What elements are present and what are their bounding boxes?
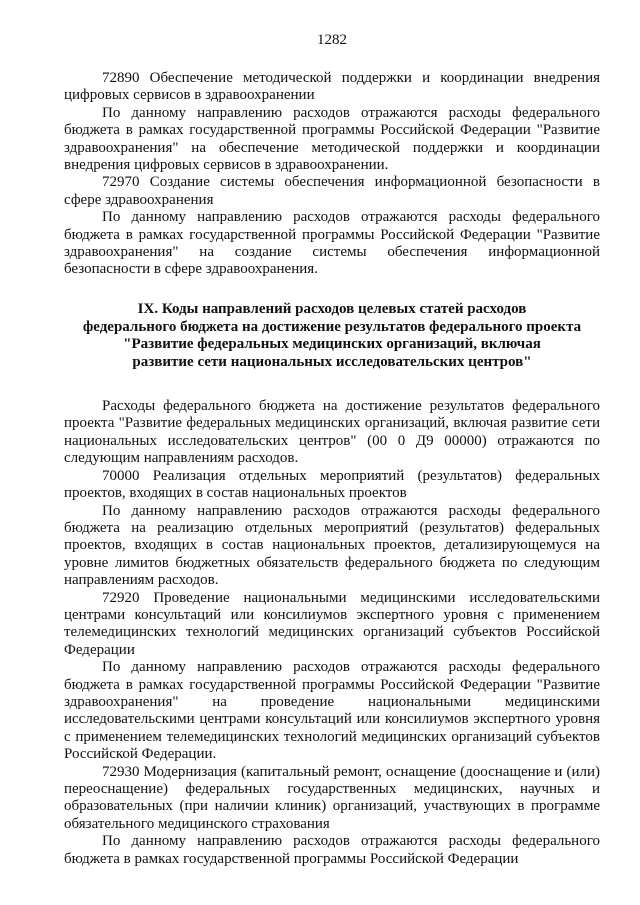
paragraph-72930-title: 72930 Модернизация (капитальный ремонт, оснащение (дооснащение и (или) переоснащение) федеральных государственных медицинских, научных и образовательных (при наличии клиник) организаций, участвующих в программе обязательного медицинского страхования <box>64 763 600 832</box>
section-heading-line: IX. Коды направлений расходов целевых статей расходов <box>137 300 527 317</box>
section-heading-line: "Развитие федеральных медицинских организаций, включая <box>123 336 541 353</box>
page-number: 1282 <box>317 32 347 48</box>
paragraph-72970-title: 72970 Создание системы обеспечения информационной безопасности в сфере здравоохранения <box>64 174 600 208</box>
paragraph-72890-title: 72890 Обеспечение методической поддержки и координации внедрения цифровых сервисов в здравоохранении <box>64 70 600 104</box>
paragraph-72970-description: По данному направлению расходов отражаются расходы федерального бюджета в рамках государственной программы Российской Федерации "Развитие здравоохранения" на создание системы обеспечения информационной безопасности в сфере здравоохранения. <box>64 209 600 278</box>
section-heading-line: развитие сети национальных исследовательских центров" <box>132 354 532 371</box>
paragraph-72890-description: По данному направлению расходов отражаются расходы федерального бюджета в рамках государственной программы Российской Федерации "Развитие здравоохранения" на обеспечение методической поддержки и координации внедрения цифровых сервисов в здравоохранении. <box>64 104 600 174</box>
document-page <box>64 30 600 868</box>
paragraph-72920-description: По данному направлению расходов отражаются расходы федерального бюджета в рамках государственной программы Российской Федерации "Развитие здравоохранения" на проведение национальными медицинскими исследовательскими центрами консультаций или консилиумов экспертного уровня с применением телемедицинских технологий медицинских организаций субъектов Российской Федерации. <box>64 659 600 763</box>
section-heading-line: федерального бюджета на достижение результатов федерального проекта <box>82 318 582 335</box>
paragraph-section-intro: Расходы федерального бюджета на достижение результатов федерального проекта "Развитие федеральных медицинских организаций, включая развитие сети национальных исследовательских центров" (00 0 Д9 00000) отражаются по следующим направлениям расходов. <box>64 398 600 467</box>
paragraph-72920-title: 72920 Проведение национальными медицинскими исследовательскими центрами консультаций или консилиумов экспертного уровня с применением телемедицинских технологий медицинских организаций субъектов Российской Федерации <box>64 589 600 658</box>
paragraph-70000-title: 70000 Реализация отдельных мероприятий (результатов) федеральных проектов, входящих в состав национальных проектов <box>64 467 600 502</box>
paragraph-72930-description: По данному направлению расходов отражаются расходы федерального бюджета в рамках государственной программы Российской Федерации <box>64 833 600 867</box>
paragraph-70000-description: По данному направлению расходов отражаются расходы федерального бюджета на реализацию отдельных мероприятий (результатов) федеральных проектов, входящих в состав национальных проектов, детализирующемуся на уровне лимитов бюджетных обязательств федерального бюджета по следующим направлениям расходов. <box>64 502 600 589</box>
section-heading <box>64 301 600 372</box>
